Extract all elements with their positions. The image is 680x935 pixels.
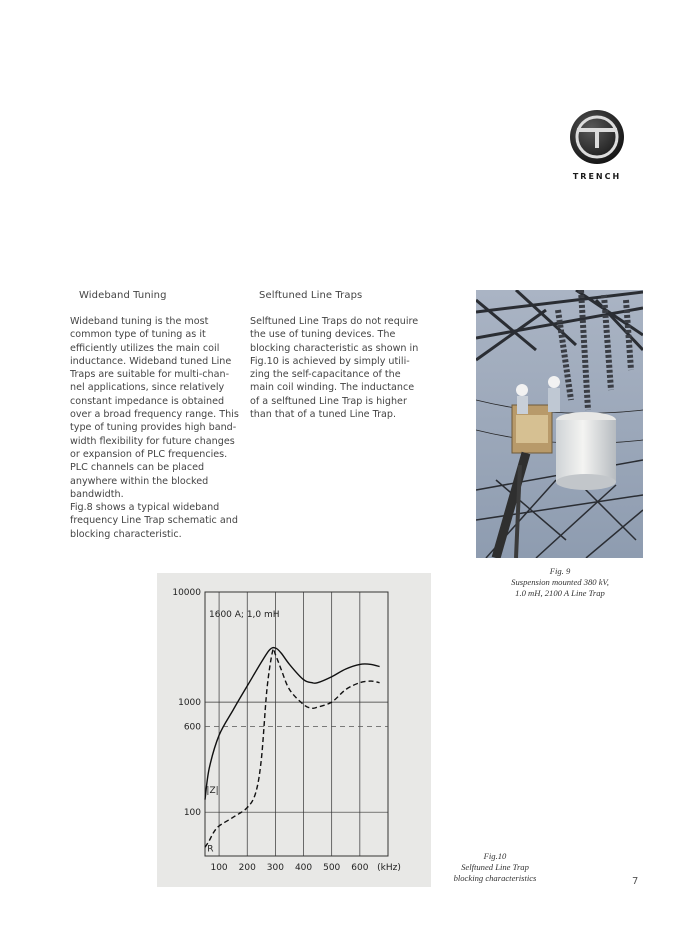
x-tick-label-600: 600 (351, 863, 369, 873)
y-tick-label-10000: 10000 (172, 588, 201, 598)
series-label-z: |Z| (206, 785, 219, 796)
chart-annotation: 1600 A; 1,0 mH (209, 610, 280, 620)
y-tick-label-100: 100 (183, 808, 201, 819)
page-number: 7 (632, 876, 639, 887)
x-tick-label-200: 200 (238, 863, 256, 873)
selftuned-text: Selftuned Line Traps do not require the use of tuning devices. The blocking characteristic as shown in Fig.10 is achieved by simply utili- zing the self-capacitance of the main coil winding. The inductance of a selftuned Line Trap is higher than that of a tuned Line Trap. (250, 316, 419, 421)
plot-frame (205, 592, 388, 856)
selftuned-heading: Selftuned Line Traps (259, 290, 363, 301)
x-tick-label-500: 500 (323, 863, 341, 873)
fig10-caption: Fig.10 Selftuned Line Trap blocking characteristics (453, 851, 537, 883)
series-label-r: R (207, 844, 214, 855)
y-tick-label-600: 600 (183, 722, 201, 733)
series-line-resistance-r (205, 649, 380, 847)
series-line-impedance-z (205, 648, 380, 800)
logo-wordmark: TRENCH (572, 172, 622, 181)
trench-logo-icon (567, 108, 627, 168)
x-tick-label-100: 100 (210, 863, 228, 873)
wideband-tuning-text: Wideband tuning is the most common type of tuning as it efficiently utilizes the main coil inductance. Wideband tuned Line Traps are suitable for multi-chan- nel applications, since relatively constant impedance is obtained over a broad frequency range. This type of tuning provides high band- width flexibility for future changes or expansion of PLC frequencies. PLC channels can be placed anywhere within the blocked bandwidth. Fig.8 shows a typical wideband frequency Line Trap schematic and blocking characteristic. (70, 316, 239, 540)
fig10-chart (157, 573, 431, 887)
line-trap-photo (476, 290, 643, 558)
wideband-tuning-heading: Wideband Tuning (79, 290, 167, 301)
x-tick-label-300: 300 (266, 863, 284, 873)
fig9-caption: Fig. 9 Suspension mounted 380 kV, 1.0 mH, 2100 A Line Trap (511, 566, 609, 598)
y-tick-label-1000: 1000 (178, 698, 201, 709)
blocking-characteristic-chart (157, 573, 431, 887)
x-axis-unit-label: (kHz) (377, 863, 401, 873)
x-tick-label-400: 400 (294, 863, 313, 873)
trench-logo (567, 108, 627, 188)
